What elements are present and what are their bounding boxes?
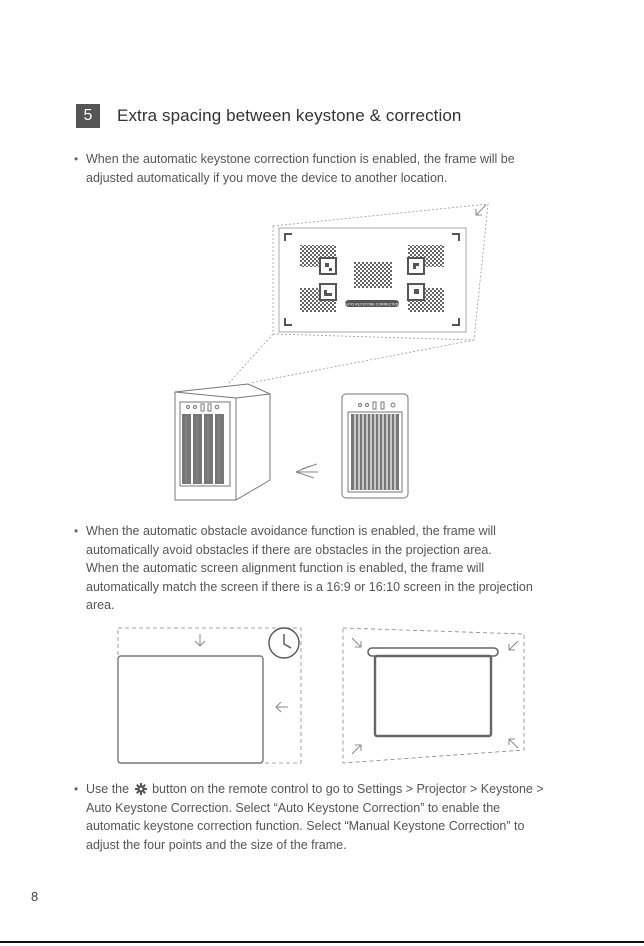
obstacle-avoidance-panel — [118, 628, 301, 763]
text-line: adjusted automatically if you move the device to another location. — [86, 170, 448, 185]
bullet: • — [74, 782, 79, 796]
text-line: When the automatic obstacle avoidance function is enabled, the frame will — [86, 524, 496, 538]
text-fragment: Use the — [86, 782, 130, 796]
screen-icon — [368, 648, 498, 736]
section-title: Extra spacing between keystone & correction — [117, 106, 462, 125]
text-line: adjust the four points and the size of the frame. — [86, 837, 347, 852]
section-number-badge: 5 — [76, 104, 100, 128]
text-fragment: button on the remote control to go to Settings > Projector > Keystone > — [152, 782, 544, 796]
left-arrow-icon — [276, 702, 288, 712]
text-line: Auto Keystone Correction. Select “Auto Keystone Correction” to enable the — [86, 800, 501, 815]
down-arrow-icon — [195, 634, 205, 646]
text-line: automatic keystone correction function. Select “Manual Keystone Correction” to — [86, 819, 525, 834]
page-footer-rule — [0, 941, 644, 943]
bullet: • — [74, 524, 79, 538]
bullet: • — [74, 152, 79, 166]
calibration-label: AUTO KEYSTONE CORRECTION — [344, 302, 400, 307]
text-line: area. — [86, 598, 115, 613]
text-line: When the automatic keystone correction function is enabled, the frame will be — [86, 152, 515, 166]
text-line: When the automatic screen alignment function is enabled, the frame will — [86, 561, 485, 576]
text-line: automatically avoid obstacles if there are obstacles in the projection area. — [86, 542, 492, 557]
text-line: automatically match the screen if there is a 16:9 or 16:10 screen in the projection — [86, 579, 533, 594]
clock-icon — [269, 628, 299, 658]
screen-alignment-panel — [343, 628, 524, 763]
page-number: 8 — [31, 889, 39, 904]
